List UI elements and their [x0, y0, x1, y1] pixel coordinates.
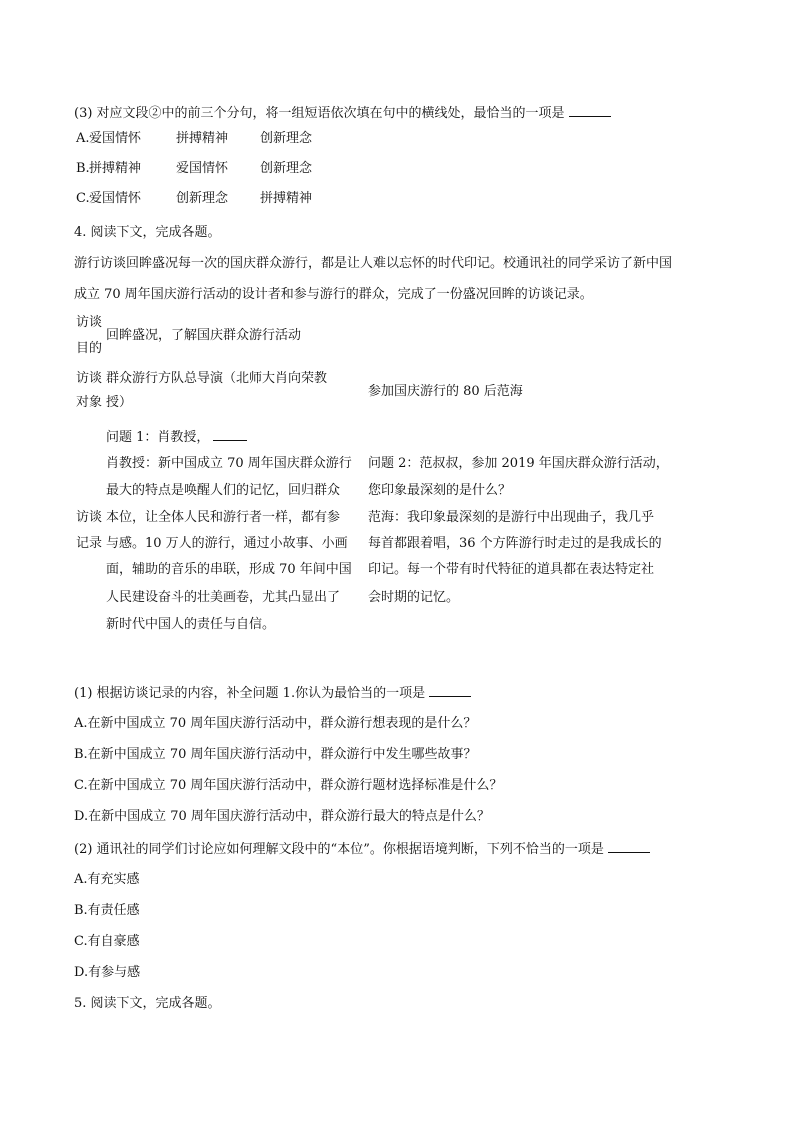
- answer-blank: [213, 428, 247, 441]
- answer-blank: [569, 104, 611, 117]
- q3-stem: (3) 对应文段②中的前三个分句，将一组短语依次填在句中的横线处，最恰当的一项是: [74, 104, 611, 123]
- q4-sub2-option-d: D.有参与感: [74, 965, 141, 980]
- record-left-line: 新时代中国人的责任与自信。: [106, 617, 276, 632]
- q4-sub1-option-c: C.在新中国成立 70 周年国庆游行活动中，群众游行题材选择标准是什么？: [74, 778, 503, 793]
- option-item: 爱国情怀: [89, 131, 142, 146]
- purpose-label-1: 访谈: [76, 315, 103, 330]
- record-right-line: 您印象最深刻的是什么？: [368, 483, 512, 498]
- option-item: 创新理念: [176, 191, 229, 206]
- record-left-line: 本位，让全体人民和游行者一样，都有参: [106, 510, 341, 525]
- option-item: 拼搏精神: [89, 161, 142, 176]
- record-right-line: 问题 2：范叔叔，参加 2019 年国庆群众游行活动，: [368, 456, 669, 471]
- record-label-2: 记录: [76, 536, 103, 551]
- option-item: 爱国情怀: [89, 191, 142, 206]
- purpose-label-2: 目的: [76, 341, 103, 356]
- option-item: 拼搏精神: [176, 131, 229, 146]
- q4-sub2-option-c: C.有自豪感: [74, 934, 140, 949]
- option-label: A.: [76, 131, 90, 146]
- answer-blank: [608, 840, 650, 853]
- record-label-1: 访谈: [76, 510, 103, 525]
- q4-sub1-option-a: A.在新中国成立 70 周年国庆游行活动中，群众游行想表现的是什么？: [74, 716, 477, 731]
- record-left-line: 人民建设奋斗的壮美画卷，尤其凸显出了: [106, 590, 341, 605]
- option-item: 拼搏精神: [260, 191, 313, 206]
- record-right-line: 会时期的记忆。: [368, 590, 460, 605]
- q4-intro-line-2: 成立 70 周年国庆游行活动的设计者和参与游行的群众，完成了一份盛况回眸的访谈记录。: [74, 287, 593, 302]
- q4-sub2-option-b: B.有责任感: [74, 903, 140, 918]
- option-item: 爱国情怀: [176, 161, 229, 176]
- record-right-line: 每首都跟着唱，36 个方阵游行时走过的是我成长的: [368, 536, 662, 551]
- object-left-1: 群众游行方队总导演（北师大肖向荣教: [106, 371, 328, 386]
- q4-sub1-option-d: D.在新中国成立 70 周年国庆游行活动中，群众游行最大的特点是什么？: [74, 809, 490, 824]
- q4-sub2-option-a: A.有充实感: [74, 872, 140, 887]
- q4-sub2-stem: (2) 通讯社的同学们讨论应如何理解文段中的“本位”。你根据语境判断，下列不恰当的一项是: [74, 840, 650, 859]
- record-left-line: 最大的特点是唤醒人们的记忆，回归群众: [106, 483, 341, 498]
- purpose-value: 回眸盛况，了解国庆群众游行活动: [106, 328, 302, 343]
- option-label: C.: [76, 191, 90, 206]
- option-label: B.: [76, 161, 90, 176]
- option-item: 创新理念: [260, 161, 313, 176]
- q4-intro-line-1: 游行访谈回眸盛况每一次的国庆群众游行，都是让人难以忘怀的时代印记。校通讯社的同学采访了新中国: [74, 256, 673, 271]
- record-right-line: 印记。每一个带有时代特征的道具都在表达特定社: [368, 562, 655, 577]
- record-left-line: 面，辅助的音乐的串联，形成 70 年间中国: [106, 562, 352, 577]
- q4-sub1-stem: (1) 根据访谈记录的内容，补全问题 1.你认为最恰当的一项是: [74, 684, 471, 703]
- object-label-2: 对象: [76, 395, 103, 410]
- object-label-1: 访谈: [76, 371, 103, 386]
- record-left-line: 与感。10 万人的游行，通过小故事、小画: [106, 536, 348, 551]
- q4-sub1-option-b: B.在新中国成立 70 周年国庆游行活动中，群众游行中发生哪些故事？: [74, 747, 477, 762]
- record-right-line: 范海：我印象最深刻的是游行中出现曲子，我几乎: [368, 510, 655, 525]
- q4-title: 4. 阅读下文，完成各题。: [74, 225, 221, 240]
- object-left-2: 授）: [106, 395, 133, 410]
- answer-blank: [429, 684, 471, 697]
- q5-title: 5. 阅读下文，完成各题。: [74, 996, 221, 1011]
- interview-table: [70, 310, 710, 640]
- record-left-line: 问题 1：肖教授，: [106, 428, 247, 447]
- record-left-line: 肖教授：新中国成立 70 周年国庆群众游行: [106, 456, 352, 471]
- option-item: 创新理念: [260, 131, 313, 146]
- object-right: 参加国庆游行的 80 后范海: [368, 384, 523, 399]
